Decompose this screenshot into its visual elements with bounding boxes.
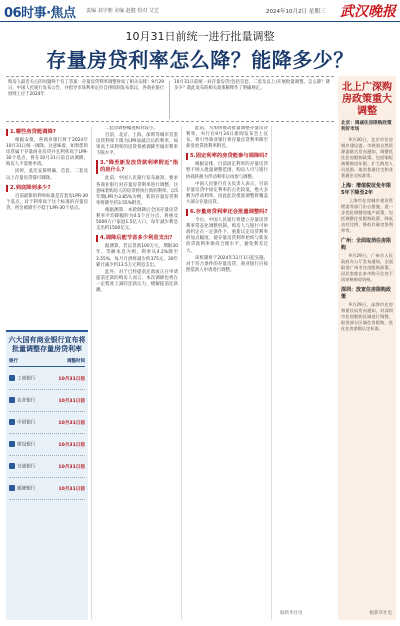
paragraph: 中国人民银行有关负责人表示，目前存量房贷中固定利率的占比较低，绝大多数为浮动利率，因此此次批量调整将覆盖大部分存量房贷。 xyxy=(186,181,268,205)
bank-name: 中国银行 xyxy=(17,420,36,426)
intro-left: 购房人最近关心的问题终于有了答案：存量房贷利率调整时间了相关安排！9月29日，中国人民银行发布公告，并指导市场利率定价自律机制发布倡议，各商业银行原则上应于2024年 xyxy=(8,80,164,98)
article-byline: 据新华社电 xyxy=(280,611,303,616)
page-header xyxy=(0,0,400,22)
bank-adjust-date: 10月31日前 xyxy=(58,442,85,448)
bank-row xyxy=(9,478,85,500)
article-intro xyxy=(6,76,334,122)
infographic-header xyxy=(9,358,85,367)
bank-name: 工商银行 xyxy=(17,376,36,382)
paragraph: 根据安排，目前固定利率的存量房贷暂不纳入批量调整范围，购房人可与银行协商转换为浮动利率后再参与调整。 xyxy=(186,162,268,180)
bank-icon xyxy=(9,397,15,403)
paragraph: 据测算，若以贷款100万元、期限30年、等额本息为例，利率从4.2%降至3.55%，每月月供将减少约375元，30年累计减少约13.5万元利息支出。 xyxy=(96,244,178,268)
paragraph: 二套房调整幅度相对较小。 xyxy=(105,126,158,131)
intro-right: 10月31日前统一对存量房贷(包括首套、二套及以上)开展批量调整。怎么降？降多少？就此发布的相关政策解释作了明确规定。 xyxy=(174,80,330,92)
column-divider xyxy=(271,126,272,620)
issue-date: 2024年10月2日 星期三 xyxy=(266,9,326,15)
sidebar-title: 北上广深购房政策重大调整 xyxy=(342,82,392,117)
paragraph: 此外，对于已经提前还款或正在申请提前还款的购房人而言，本次调降也将在一定程度上减轻还款压力，缓解提前还款潮。 xyxy=(96,269,178,293)
bank-row xyxy=(9,390,85,412)
bank-name: 农业银行 xyxy=(17,398,36,404)
bank-row xyxy=(9,434,85,456)
sidebar-byline: 据新华社电 xyxy=(369,611,392,616)
bank-row xyxy=(9,456,85,478)
paragraph: 该机制将于2024年11月1日起实施。对于符合条件的存量房贷，商业银行应按照借款人申请进行调整。 xyxy=(186,255,268,273)
paragraph: 同时，此次安排明确，首套、二套及以上存量房贷都可调降。 xyxy=(6,169,88,181)
bank-name: 邮储银行 xyxy=(17,486,36,492)
bank-icon xyxy=(9,441,15,447)
sidebar-paragraph: 上海市住房城乡建设管理委等部门出台措施，进一步优化调整房地产政策，包括调整住房限购政策、降低首付比例、降低存量房贷利率等。 xyxy=(341,198,393,233)
section-heading: 6.存量房贷利率还会批量调整吗? xyxy=(186,209,268,216)
column-divider xyxy=(91,126,92,620)
paragraph: 此前，中国人民银行发布通知，要求各商业银行对存量房贷利率进行调整，这意味着购房人的房贷将执行新的利率。以5年期LPR为3.85%为例，新的存量房贷利率将降至约3.55%附近。 xyxy=(96,176,178,206)
policy-sidebar xyxy=(338,76,396,620)
bank-name: 建设银行 xyxy=(17,442,36,448)
section-heading: 5.固定利率的房贷能参与调降吗? xyxy=(186,153,268,160)
bank-adjust-date: 10月31日前 xyxy=(58,398,85,404)
infographic-title: 六大国有商业银行宣布将批量调整存量房贷利率 xyxy=(8,336,86,353)
bank-row xyxy=(9,368,85,390)
article-column-2 xyxy=(96,126,178,620)
sidebar-lead: 北京：调减住房限购政策利好市场 xyxy=(341,121,392,132)
section-heading: 3."降至新发放贷款利率附近"指的是什么? xyxy=(96,160,178,174)
column-divider xyxy=(181,126,182,620)
bank-adjust-date: 10月31日前 xyxy=(58,464,85,470)
bank-row xyxy=(9,412,85,434)
paragraph: 目前，北京、上海、深圳等城市首套房贷利率下限为LPR加减点后的利率，如果高于该利率的房贷将被调降至城市利率下限水平。 xyxy=(96,133,178,157)
bank-icon xyxy=(9,485,15,491)
sidebar-subheading: 广州：全面取消住房限购 xyxy=(341,238,392,251)
section-heading: 1.哪些房贷能调降? xyxy=(6,129,88,136)
page-label: 06时事·焦点 xyxy=(4,6,76,21)
newspaper-logo: 武汉晚报 xyxy=(340,4,396,20)
bank-name: 交通银行 xyxy=(17,464,36,470)
article-column-3 xyxy=(186,126,268,620)
sidebar-subheading: 深圳：放宽住房限购政策 xyxy=(341,287,392,300)
section-heading: 2.到底降到多少? xyxy=(6,185,88,192)
sidebar-paragraph: 9月29日，深圳市住房和建设局发布通知，对深圳市住房限购区域进行调整，取消部分区域住房限购，优化住房套数认定标准。 xyxy=(341,302,393,331)
bank-adjust-date: 10月31日前 xyxy=(58,420,85,426)
bank-adjust-date: 10月31日前 xyxy=(58,486,85,492)
header-bank: 银行 xyxy=(9,359,18,364)
paragraph: 此前，为加快推动批量调整存量房贷利率，央行在9月24日新闻发布会上宣布，将引导商业银行将存量房贷利率降至新发放贷款利率附近。 xyxy=(186,126,268,150)
paragraph: 目前最新的利率标准是首套房LPR-30个基点。对于利率高于这个标准的存量房贷，将会被降至不低于LPR-30个基点。 xyxy=(6,193,88,211)
sidebar-paragraph: 9月29日，广州市人民政府办公厅发布通知，全面取消广州市住房限购政策，居民家庭在本市购买住房不再审核购房资格。 xyxy=(341,253,393,282)
sidebar-subheading: 上海：增值税征免年限5年下降至2年 xyxy=(341,183,392,196)
paragraph: 今后，中国人民银行将建立存量房贷利率常态化调整机制。购房人与银行可协商约定在一定条件下，重新议定房贷利率的加点幅度，使存量房贷利率始终与新发放贷款利率保持合理水平，避免利差过大。 xyxy=(186,218,268,254)
bank-icon xyxy=(9,419,15,425)
editors-line: 责编 刘宇朝 美编 赵健 校对 艾艺 xyxy=(86,8,159,14)
paragraph: 根据安排，各商业银行将于2024年10月31日统一调降。这意味着，如果您的房贷属于存量商业房贷并且利率高于LPR-30个基点，将在10月31日前自动调降，购房人不需要申请。 xyxy=(6,138,88,168)
header-rate: 调整时间 xyxy=(67,359,85,364)
bank-icon xyxy=(9,463,15,469)
intro-divider xyxy=(169,81,170,119)
article-column-1 xyxy=(6,126,88,326)
bank-adjust-date: 10月31日前 xyxy=(58,376,85,382)
bank-icon xyxy=(9,375,15,381)
article-headline: 存量房贷利率怎么降？能降多少？ xyxy=(46,48,354,72)
article-kicker: 10月31日前统一进行批量调整 xyxy=(125,30,275,43)
paragraph: 根据测算，本轮调降后全国存量房贷利率平均降幅约为0.5个百分点，将惠及5000万户家庭1.5亿人口，每年减少利息支出约1500亿元。 xyxy=(96,207,178,232)
section-heading: 4.调降后能节省多少利息支出? xyxy=(96,235,178,242)
sidebar-paragraph: 9月30日，北京市住房城乡建设委、市规划自然资源委联合发布通知，调整优化住房限购政策。包括缩短离婚购房年限、扩大购房人员范围、取消普通住宅和非普通住宅标准等。 xyxy=(341,137,393,178)
bank-infographic xyxy=(6,330,88,620)
